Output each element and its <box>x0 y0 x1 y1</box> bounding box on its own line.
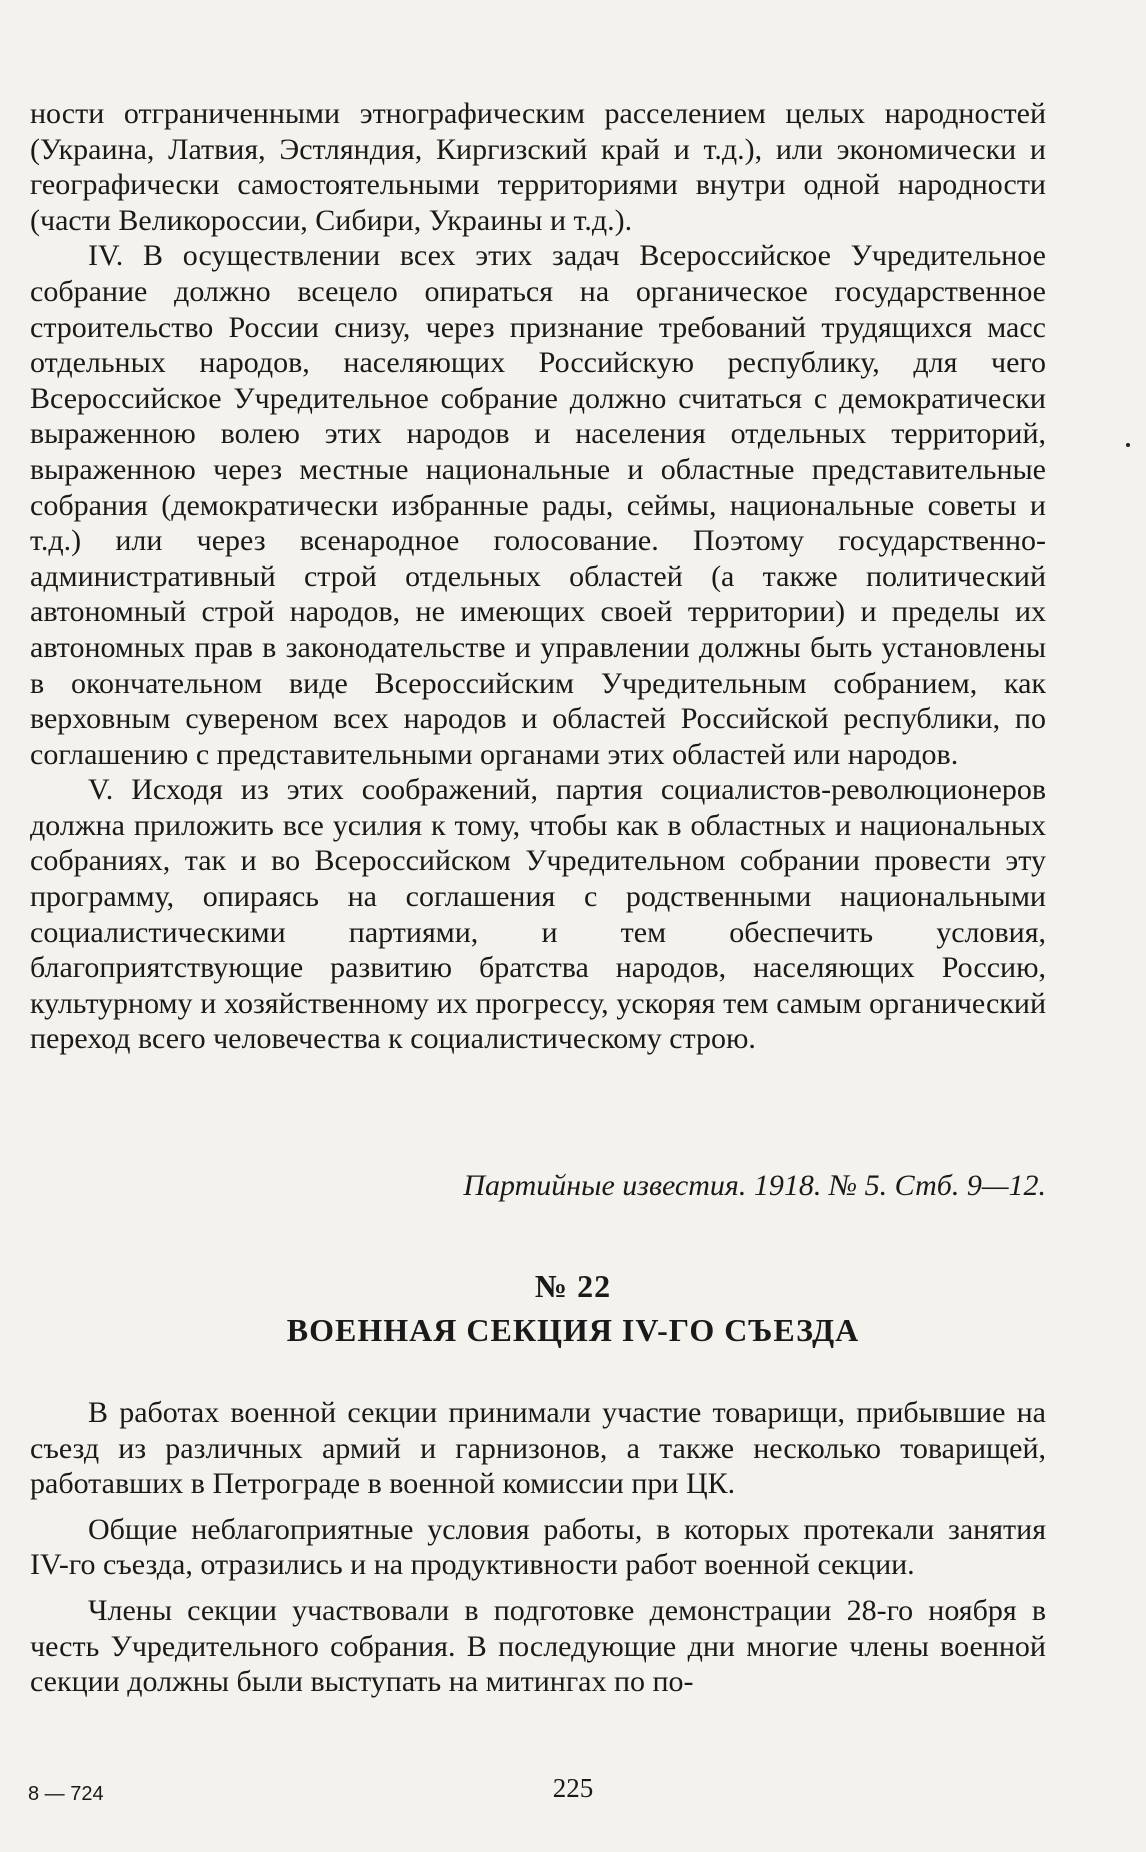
paragraph-participants: В работах военной секции принимали участие товарищи, прибывшие на съезд из различных армий и гарнизонов, а также несколько товарищей, работавших в Петрограде в военной комиссии при ЦК. <box>30 1396 1046 1501</box>
paragraph-continuation: ности отграниченными этнографическим расселением целых народностей (Украина, Латвия, Эстляндия, Киргизский край и т.д.), или экономически и географически самостоятельными территориями внутри одной народности (части Великороссии, Сибири, Украины и т.д.). <box>30 97 1046 237</box>
stray-mark <box>1126 443 1130 447</box>
body-text-bottom <box>30 1395 1046 1700</box>
paragraph-conditions: Общие неблагоприятные условия работы, в которых протекали занятия IV-го съезда, отразились и на продуктивности работ военной секции. <box>30 1512 1046 1582</box>
body-text-top <box>30 96 1046 1057</box>
source-citation: Партийные известия. 1918. № 5. Стб. 9—12. <box>463 1169 1046 1202</box>
paragraph-section-iv: IV. В осуществлении всех этих задач Всероссийское Учредительное собрание должно всецело опираться на органическое государственное строительство России снизу, через признание требований трудящихся масс отдельных народов, населяющих Российскую республику, для чего Всероссийское Учредительное собрание должно считаться с демократически выраженною волею этих народов и населения отдельных территорий, выраженною через местные национальные и областные представительные собрания (демократически избранные рады, сеймы, национальные советы и т.д.) или через всенародное голосование. Поэтому государственно-административный строй отдельных областей (а также политический автономный строй народов, не имеющих своей территории) и пределы их автономных прав в законодательстве и управлении должны быть установлены в окончательном виде Всероссийским Учредительным собранием, как верховным сувереном всех народов и областей Российской республики, по соглашению с представительными органами этих областей или народов. <box>30 239 1046 771</box>
paragraph-section-v: V. Исходя из этих соображений, партия социалистов-революционеров должна приложить все усилия к тому, чтобы как в областных и национальных собраниях, так и во Всероссийском Учредительном собрании провести эту программу, опираясь на соглашения с родственными национальными социалистическими партиями, и тем обеспечить условия, благоприятствующие развитию братства народов, населяющих Россию, культурному и хозяйственному их прогрессу, ускоряя тем самым органический переход всего человечества к социалистическому строю. <box>30 773 1046 1056</box>
page-number: 225 <box>552 1773 594 1803</box>
document-title: ВОЕННАЯ СЕКЦИЯ IV-ГО СЪЕЗДА <box>286 1312 860 1348</box>
printer-signature: 8 — 724 <box>28 1783 104 1805</box>
document-number: № 22 <box>534 1268 612 1304</box>
paragraph-demonstration: Члены секции участвовали в подготовке демонстрации 28-го ноября в честь Учредительного собрания. В последующие дни многие члены военной секции должны были выступать на митингах по по- <box>30 1593 1046 1699</box>
